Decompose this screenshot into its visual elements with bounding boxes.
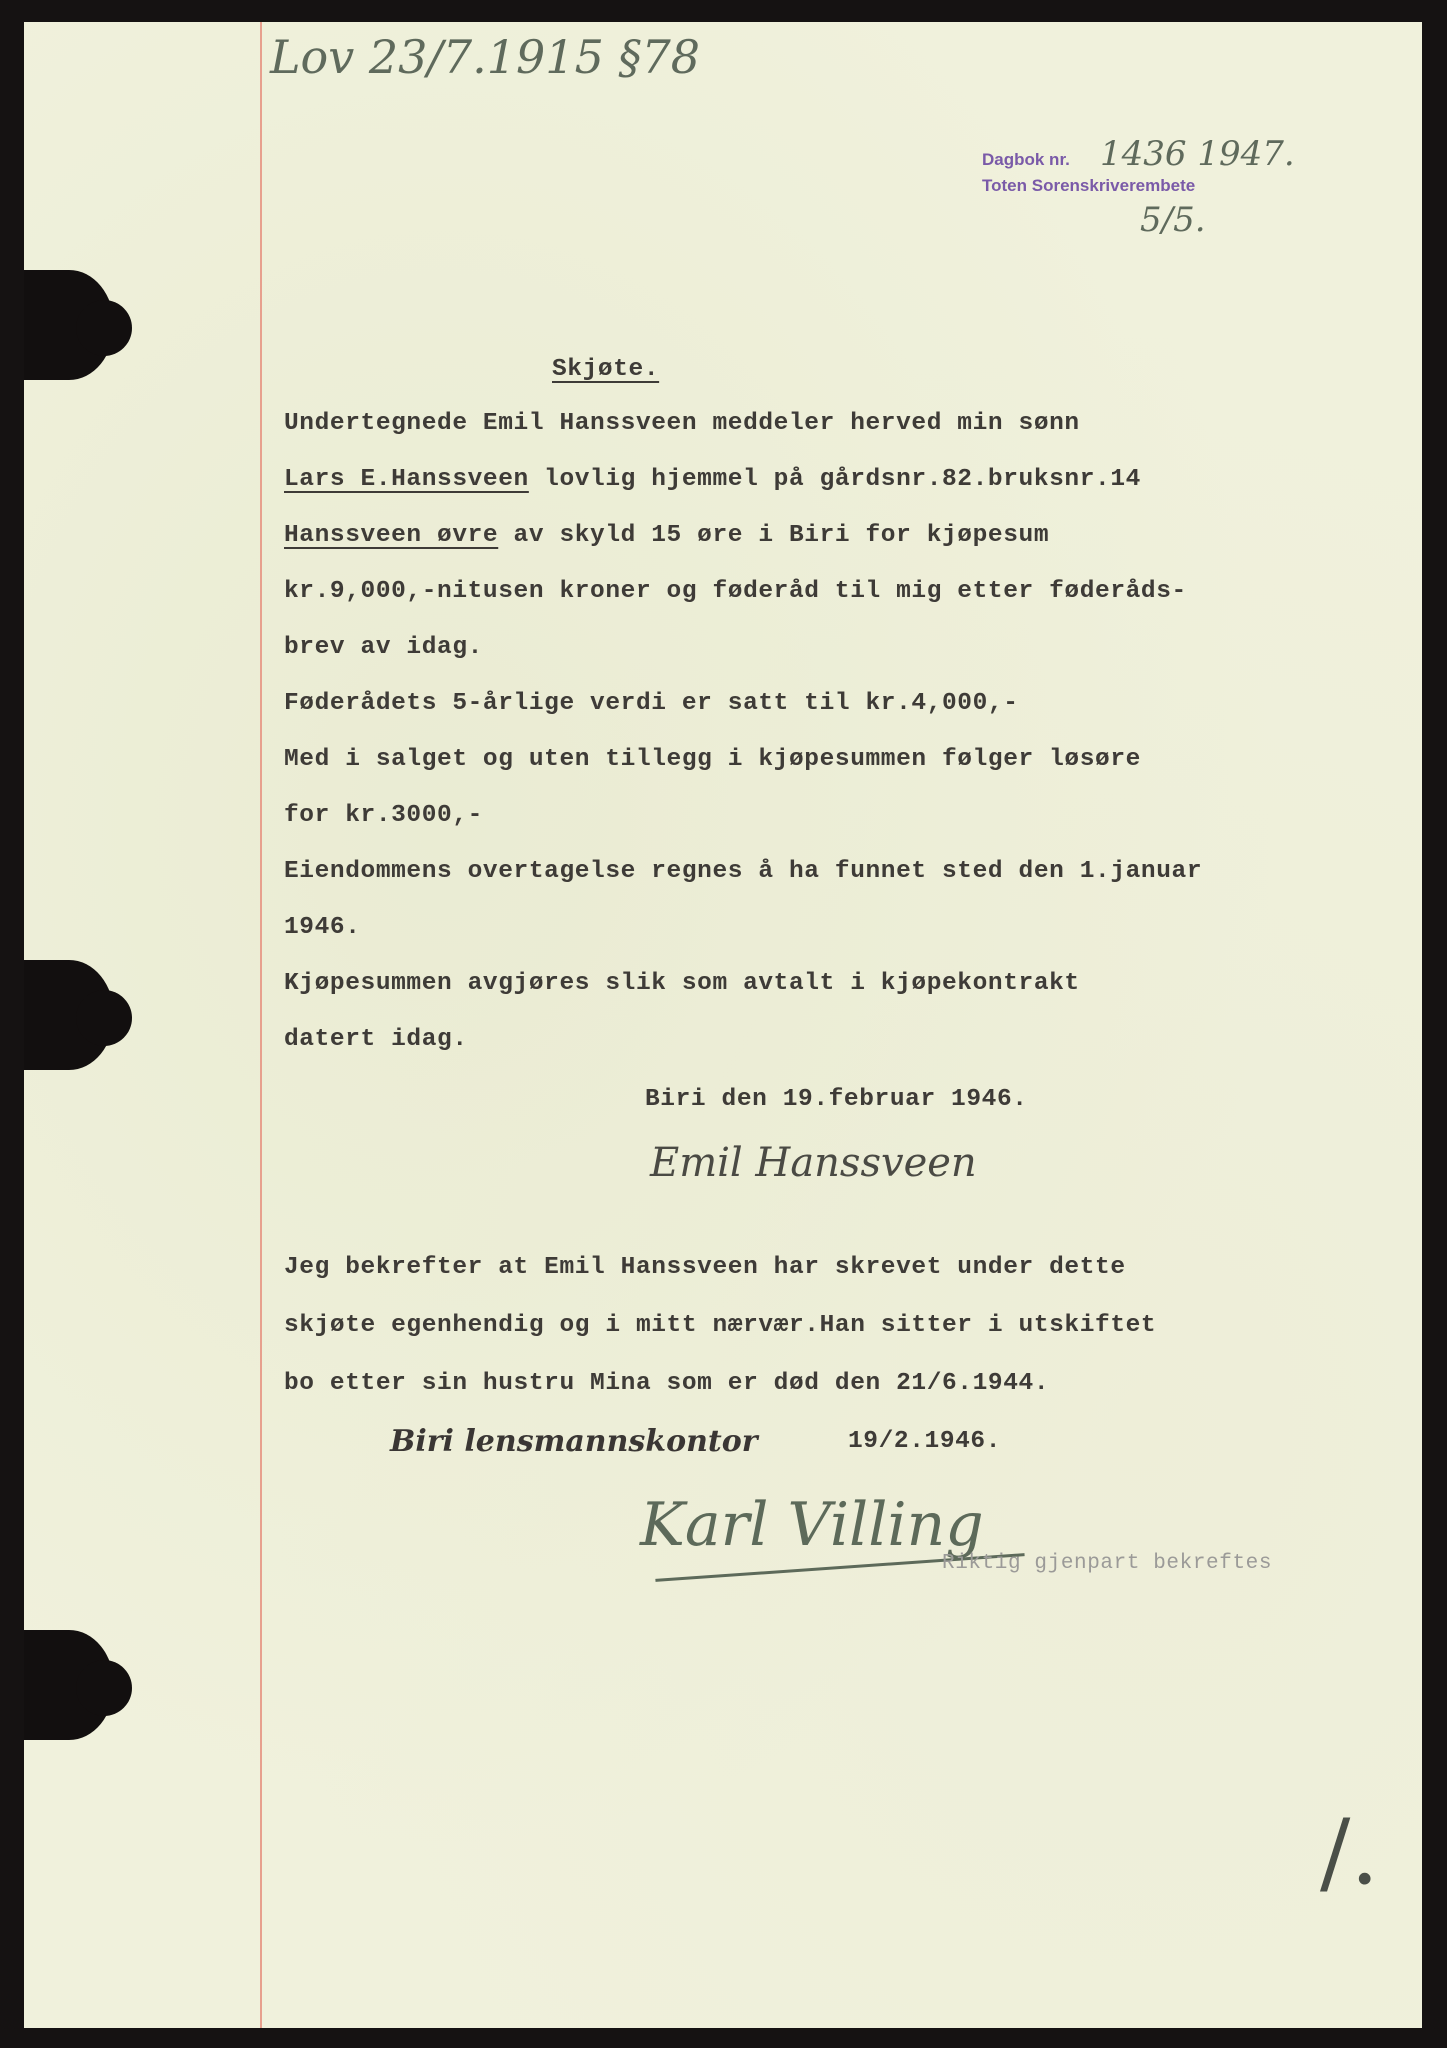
place-date: Biri den 19.februar 1946. xyxy=(645,1086,1028,1113)
certification-line: skjøte egenhendig og i mitt nærvær.Han sitter i utskiftet xyxy=(284,1312,1157,1339)
body-line: Eiendommens overtagelse regnes å ha funnet sted den 1.januar xyxy=(284,858,1203,885)
body-line: 1946. xyxy=(284,914,361,941)
body-line: kr.9,000,-nitusen kroner og føderåd til mig etter føderåds- xyxy=(284,578,1187,605)
margin-rule xyxy=(260,22,262,2028)
document-title: Skjøte. xyxy=(552,356,660,383)
office-date: 19/2.1946. xyxy=(848,1428,1002,1455)
court-office-stamp: Toten Sorenskriverembete xyxy=(982,176,1196,195)
binding-clip-1 xyxy=(24,270,114,380)
diary-number: 1436 1947. xyxy=(1100,134,1295,174)
body-line: Med i salget og uten tillegg i kjøpesummen følger løsøre xyxy=(284,746,1141,773)
body-line: Hanssveen øvre av skyld 15 øre i Biri for kjøpesum xyxy=(284,522,1050,549)
header-annotation: Lov 23/7.1915 §78 xyxy=(270,30,700,84)
binding-clip-3 xyxy=(24,1630,114,1740)
handwritten-fraction: 5/5. xyxy=(1140,200,1206,240)
body-line: Lars E.Hanssveen lovlig hjemmel på gårdsnr.82.bruksnr.14 xyxy=(284,466,1141,493)
body-line: for kr.3000,- xyxy=(284,802,483,829)
property-name: Hanssveen øvre xyxy=(284,522,499,549)
seller-signature: Emil Hanssveen xyxy=(650,1140,977,1186)
buyer-name: Lars E.Hanssveen xyxy=(284,466,529,493)
office-stamp: Biri lensmannskontor xyxy=(390,1424,758,1459)
body-line: datert idag. xyxy=(284,1026,468,1053)
certification-line: bo etter sin hustru Mina som er død den 21/6.1944. xyxy=(284,1370,1050,1397)
binding-clip-2 xyxy=(24,960,114,1070)
body-line: Kjøpesummen avgjøres slik som avtalt i kjøpekontrakt xyxy=(284,970,1080,997)
body-line: brev av idag. xyxy=(284,634,483,661)
document-page xyxy=(24,22,1422,2028)
officer-signature: Karl Villing xyxy=(640,1490,984,1560)
copy-certification: Riktig gjenpart bekreftes xyxy=(942,1552,1273,1575)
certification-line: Jeg bekrefter at Emil Hanssveen har skrevet under dette xyxy=(284,1254,1126,1281)
page-end-mark: /. xyxy=(1320,1800,1379,1905)
diary-stamp-label: Dagbok nr. xyxy=(982,150,1070,169)
body-line: Undertegnede Emil Hanssveen meddeler herved min sønn xyxy=(284,410,1080,437)
body-line: Føderådets 5-årlige verdi er satt til kr.4,000,- xyxy=(284,690,1019,717)
